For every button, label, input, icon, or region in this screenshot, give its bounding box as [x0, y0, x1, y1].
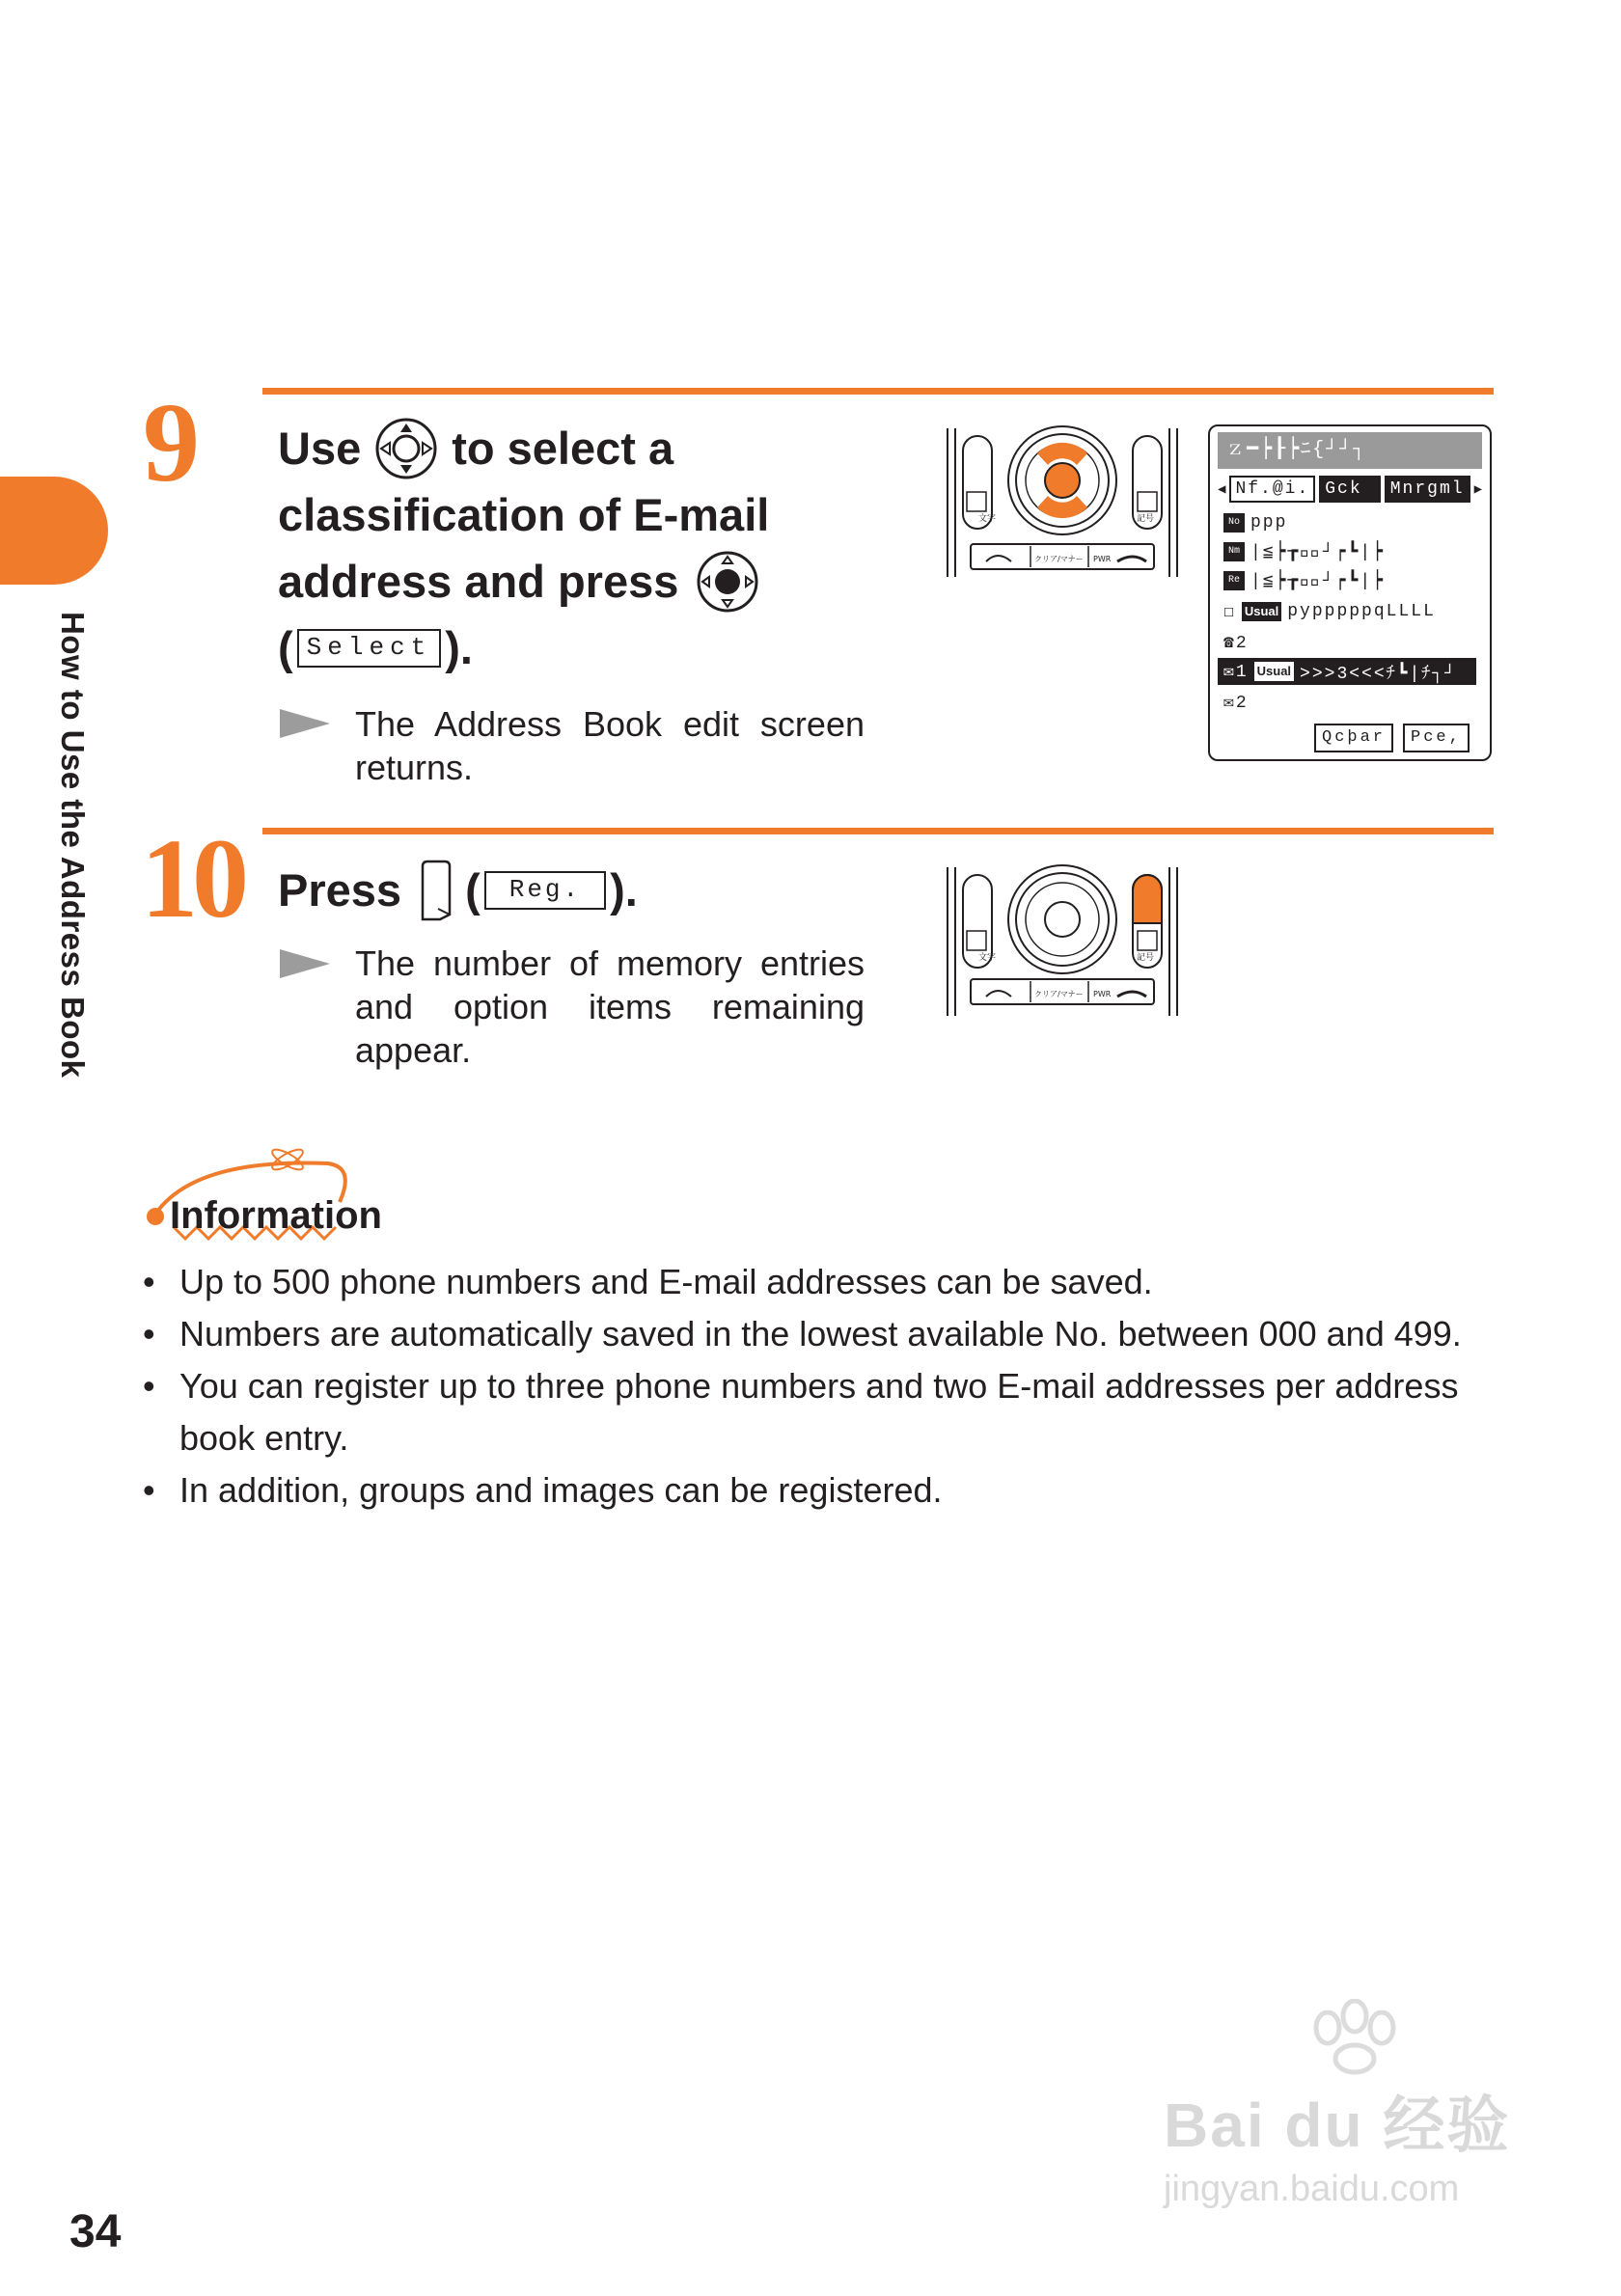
step-9-title-use: Use [278, 423, 362, 474]
step-10-result-arrow-icon [280, 949, 330, 978]
usual-badge: Usual [1254, 662, 1294, 681]
step-9-result-arrow-icon [280, 709, 330, 738]
keypad-clear-label: クリア/マナー [1034, 990, 1084, 998]
information-item: • In addition, groups and images can be registered. [143, 1464, 1503, 1517]
step-10-title-press: Press [278, 864, 402, 916]
screen-tabs [1218, 475, 1482, 522]
step-10-title [278, 857, 638, 923]
step-10-keypad-illustration [944, 863, 1181, 1023]
screen-tab-1[interactable]: Nf.@i. [1229, 476, 1315, 503]
step-9-keypad-illustration [944, 424, 1181, 603]
keypad-memo-label: 記号 [1137, 514, 1155, 524]
screen-row-phone-2[interactable] [1223, 629, 1254, 656]
screen-row-text: >>>3<<<ﾁ┗|ﾁ┐┘ [1300, 665, 1457, 684]
screen-title: ｚ━┝┠┝ﾆ{┘┘┐ [1218, 432, 1482, 469]
phone-icon: ☐ [1223, 603, 1236, 622]
step-9-title-line3: address and press [278, 556, 679, 607]
screen-softkey-right[interactable]: Pce, [1403, 724, 1470, 752]
softkey-right-icon [419, 859, 453, 922]
keypad-memo-label: 記号 [1137, 953, 1155, 963]
screen-row-no[interactable] [1223, 509, 1287, 536]
step-9-softkey-open: ( [278, 622, 293, 673]
tab-right-arrow-icon: ▶ [1473, 481, 1482, 498]
page-number: 34 [69, 2206, 122, 2257]
information-list [143, 1256, 1503, 1517]
number-icon: No [1223, 513, 1245, 533]
screen-row-email-1[interactable] [1218, 658, 1476, 685]
keypad-power-label: PWR [1093, 555, 1112, 563]
step-9-description: The Address Book edit screen returns. [355, 704, 865, 787]
keypad-mail-label: 文字 [978, 514, 997, 524]
step-9-softkey-close: ). [445, 622, 473, 673]
reading-icon: Re [1223, 571, 1245, 590]
email-2-icon: ✉2 [1223, 694, 1249, 713]
screen-tab-3[interactable]: Mnrgml [1385, 476, 1470, 503]
chapter-tab [0, 477, 108, 585]
usual-badge: Usual [1242, 602, 1281, 621]
screen-row-text: pypppppqLLLL [1287, 602, 1436, 621]
tab-left-arrow-icon: ◀ [1218, 481, 1226, 498]
screen-row-text: ppp [1250, 513, 1288, 533]
watermark-line1: Bai du 经验 [1164, 2091, 1511, 2160]
screen-row-reading[interactable] [1223, 567, 1385, 594]
step-9-title [278, 415, 769, 681]
step-10-softkey-close: ). [610, 864, 638, 916]
email-1-icon: ✉1 [1223, 663, 1249, 682]
phone-2-icon: ☎2 [1223, 634, 1249, 653]
screen-row-text: |≦┝┲┳ﾞ┘┍┗|┝ [1250, 543, 1386, 562]
step-9-title-to-select: to select a [452, 423, 674, 474]
information-item: • You can register up to three phone numbers and two E-mail addresses per address book entry. [143, 1360, 1503, 1464]
step-10-rule [262, 828, 1494, 834]
information-item: • Up to 500 phone numbers and E-mail addresses can be saved. [143, 1256, 1503, 1308]
keypad-clear-label: クリア/マナー [1034, 555, 1084, 563]
screen-row-phone-1[interactable] [1223, 598, 1436, 625]
keypad-mail-label: 文字 [978, 953, 997, 963]
reg-softkey-label: Reg. [484, 871, 606, 910]
center-key-icon [696, 550, 759, 614]
chapter-title: How to Use the Address Book [55, 612, 91, 1079]
baidu-watermark [1164, 2076, 1510, 2210]
screen-row-text: |≦┝┲┳ﾞ┘┍┗|┝ [1250, 572, 1386, 591]
information-heading: Information [170, 1194, 382, 1237]
screen-softkey-left[interactable]: Qcþar [1314, 724, 1393, 752]
screen-row-name[interactable] [1223, 538, 1385, 565]
keypad-power-label: PWR [1093, 990, 1112, 998]
multi-selector-updown-icon [374, 417, 438, 480]
step-9-number: 9 [143, 379, 200, 506]
step-10-description: The number of memory entries and option items remaining appear. [355, 943, 865, 1070]
address-book-screen [1208, 424, 1492, 761]
select-softkey-label: Select [297, 629, 442, 668]
name-icon: Nm [1223, 542, 1245, 561]
step-9-rule [262, 388, 1494, 395]
watermark-line2: jingyan.baidu.com [1164, 2169, 1460, 2209]
information-item: • Numbers are automatically saved in the lowest available No. between 000 and 499. [143, 1308, 1503, 1360]
step-10-number: 10 [141, 815, 243, 942]
step-9-title-line2: classification of E-mail [278, 489, 770, 540]
screen-tab-2[interactable]: Gck q [1319, 476, 1381, 503]
screen-row-email-2[interactable] [1223, 689, 1254, 716]
step-10-softkey-open: ( [465, 864, 481, 916]
paw-icon [1299, 1999, 1405, 2076]
